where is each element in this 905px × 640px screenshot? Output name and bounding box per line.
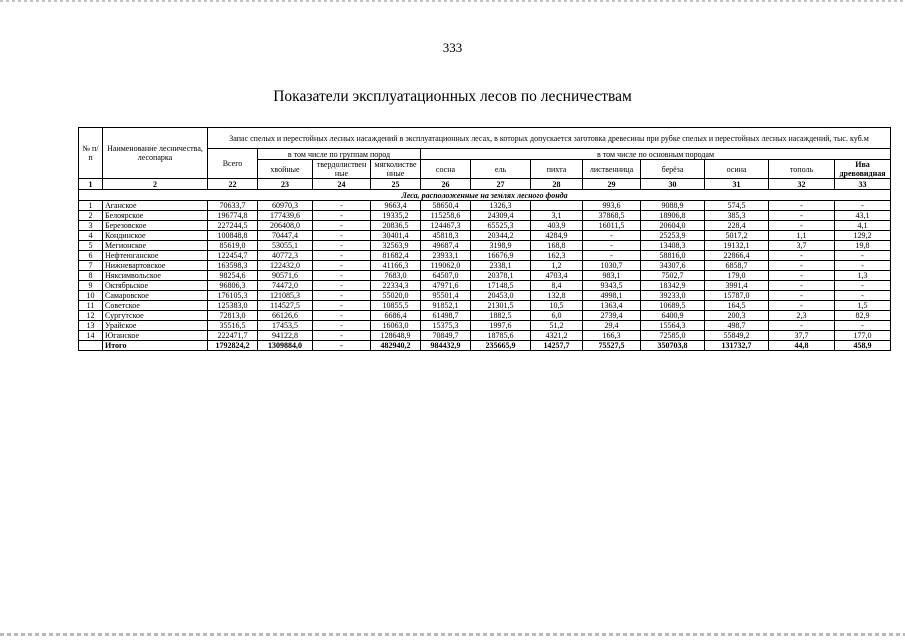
header-pine: сосна [421, 160, 471, 179]
value-cell: - [583, 241, 641, 251]
forestry-name: Березовское [103, 221, 208, 231]
value-cell: 984432,9 [421, 341, 471, 351]
value-cell: 40772,3 [258, 251, 313, 261]
value-cell: 222471,7 [208, 331, 258, 341]
value-cell: - [313, 221, 371, 231]
value-cell: 58650,4 [421, 201, 471, 211]
value-cell: 6686,4 [371, 311, 421, 321]
value-cell: 132,8 [531, 291, 583, 301]
value-cell: 17148,5 [471, 281, 531, 291]
value-cell: 206408,0 [258, 221, 313, 231]
value-cell: 179,0 [705, 271, 769, 281]
value-cell: 18785,6 [471, 331, 531, 341]
value-cell: 100848,8 [208, 231, 258, 241]
header-fir: пихта [531, 160, 583, 179]
column-number: 24 [313, 179, 371, 190]
value-cell: 168,8 [531, 241, 583, 251]
value-cell: 66126,6 [258, 311, 313, 321]
value-cell: 1,3 [835, 271, 891, 281]
header-willow: Ива древовидная [835, 160, 891, 179]
value-cell: 122454,7 [208, 251, 258, 261]
value-cell: 10855,5 [371, 301, 421, 311]
header-poplar: тополь [769, 160, 835, 179]
value-cell: 9088,9 [641, 201, 705, 211]
value-cell: 3,1 [531, 211, 583, 221]
column-number: 28 [531, 179, 583, 190]
value-cell: 19335,2 [371, 211, 421, 221]
value-cell: - [769, 201, 835, 211]
value-cell: 15375,3 [421, 321, 471, 331]
value-cell: 70633,7 [208, 201, 258, 211]
row-number: 10 [79, 291, 103, 301]
value-cell: 1326,3 [471, 201, 531, 211]
value-cell: - [769, 281, 835, 291]
value-cell: - [313, 291, 371, 301]
value-cell: 1309884,0 [258, 341, 313, 351]
column-number: 23 [258, 179, 313, 190]
value-cell: - [313, 271, 371, 281]
value-cell: - [769, 221, 835, 231]
forestry-name: Советское [103, 301, 208, 311]
forestry-name: Мегионское [103, 241, 208, 251]
value-cell: - [835, 291, 891, 301]
page-number: 333 [442, 40, 463, 55]
value-cell: 350703,8 [641, 341, 705, 351]
forestry-name: Нижневартовское [103, 261, 208, 271]
value-cell: 32563,9 [371, 241, 421, 251]
value-cell: 385,3 [705, 211, 769, 221]
value-cell: 30401,4 [371, 231, 421, 241]
value-cell: 3198,9 [471, 241, 531, 251]
value-cell: 482940,2 [371, 341, 421, 351]
header-total: Всего [208, 149, 258, 179]
forestry-name: Самаровское [103, 291, 208, 301]
value-cell: 498,7 [705, 321, 769, 331]
value-cell: 166,3 [583, 331, 641, 341]
value-cell: - [835, 321, 891, 331]
value-cell: 6,0 [531, 311, 583, 321]
table-row [79, 281, 891, 291]
table-row [79, 231, 891, 241]
header-name: Наименование лесничества, лесопарка [103, 128, 208, 179]
value-cell: 20344,2 [471, 231, 531, 241]
document-title: Показатели эксплуатационных лесов по лесничествам [273, 88, 632, 105]
forestry-name: Кондинское [103, 231, 208, 241]
column-number: 29 [583, 179, 641, 190]
forestry-name: Нефтеюганское [103, 251, 208, 261]
value-cell: 200,3 [705, 311, 769, 321]
value-cell: 3991,4 [705, 281, 769, 291]
value-cell: 5017,2 [705, 231, 769, 241]
row-number: 13 [79, 321, 103, 331]
value-cell: - [313, 251, 371, 261]
value-cell: 1,2 [531, 261, 583, 271]
value-cell: 45818,3 [421, 231, 471, 241]
value-cell: 131732,7 [705, 341, 769, 351]
value-cell: 119062,0 [421, 261, 471, 271]
value-cell: 96806,3 [208, 281, 258, 291]
table-row [79, 221, 891, 231]
value-cell: 177439,6 [258, 211, 313, 221]
value-cell: 75527,5 [583, 341, 641, 351]
column-number: 22 [208, 179, 258, 190]
value-cell: 15564,3 [641, 321, 705, 331]
forest-stock-table [78, 127, 891, 351]
value-cell: 227244,5 [208, 221, 258, 231]
value-cell: - [835, 201, 891, 211]
value-cell: 1,1 [769, 231, 835, 241]
value-cell: 1792824,2 [208, 341, 258, 351]
value-cell: 114527,5 [258, 301, 313, 311]
value-cell: 9663,4 [371, 201, 421, 211]
value-cell: 15787,0 [705, 291, 769, 301]
header-softwood: мягколиственные [371, 160, 421, 179]
value-cell: 24309,4 [471, 211, 531, 221]
forestry-name: Урайское [103, 321, 208, 331]
value-cell: 94122,8 [258, 331, 313, 341]
header-aspen: осина [705, 160, 769, 179]
value-cell: 37868,5 [583, 211, 641, 221]
value-cell: 70849,7 [421, 331, 471, 341]
value-cell: 7683,0 [371, 271, 421, 281]
value-cell: 60970,3 [258, 201, 313, 211]
value-cell: - [583, 231, 641, 241]
value-cell: 19,8 [835, 241, 891, 251]
forestry-name: Юганское [103, 331, 208, 341]
value-cell: 55020,0 [371, 291, 421, 301]
table-row [79, 211, 891, 221]
value-cell: - [769, 261, 835, 271]
forestry-name: Белоярское [103, 211, 208, 221]
value-cell: - [583, 251, 641, 261]
value-cell: - [313, 301, 371, 311]
value-cell: 10,5 [531, 301, 583, 311]
value-cell: - [313, 341, 371, 351]
value-cell: 4,1 [835, 221, 891, 231]
value-cell: - [769, 301, 835, 311]
value-cell: 44,8 [769, 341, 835, 351]
value-cell: - [769, 271, 835, 281]
value-cell: 6858,7 [705, 261, 769, 271]
value-cell: 129,2 [835, 231, 891, 241]
value-cell: 196774,8 [208, 211, 258, 221]
header-spruce: ель [471, 160, 531, 179]
value-cell: 403,9 [531, 221, 583, 231]
value-cell: 74472,0 [258, 281, 313, 291]
value-cell: 124467,3 [421, 221, 471, 231]
value-cell: - [769, 321, 835, 331]
header-num: № п/п [79, 128, 103, 179]
value-cell: 164,5 [705, 301, 769, 311]
value-cell: 6400,9 [641, 311, 705, 321]
value-cell: 70447,4 [258, 231, 313, 241]
column-number: 25 [371, 179, 421, 190]
value-cell: 458,9 [835, 341, 891, 351]
value-cell: 37,7 [769, 331, 835, 341]
header-coniferous: хвойные [258, 160, 313, 179]
value-cell: 64507,0 [421, 271, 471, 281]
value-cell: 2739,4 [583, 311, 641, 321]
table-row [79, 201, 891, 211]
value-cell: 49687,4 [421, 241, 471, 251]
value-cell: 25253,9 [641, 231, 705, 241]
value-cell: 17453,5 [258, 321, 313, 331]
value-cell: - [313, 321, 371, 331]
value-cell: 35516,5 [208, 321, 258, 331]
row-number: 7 [79, 261, 103, 271]
value-cell: 16676,9 [471, 251, 531, 261]
value-cell [531, 201, 583, 211]
value-cell: 13408,3 [641, 241, 705, 251]
value-cell: 4998,1 [583, 291, 641, 301]
value-cell: 122432,0 [258, 261, 313, 271]
value-cell: - [313, 231, 371, 241]
total-row [79, 341, 891, 351]
value-cell: - [769, 251, 835, 261]
header-hardwood: твердолиственные [313, 160, 371, 179]
value-cell: 16063,0 [371, 321, 421, 331]
value-cell: 1363,4 [583, 301, 641, 311]
value-cell: 574,5 [705, 201, 769, 211]
row-number: 8 [79, 271, 103, 281]
column-number: 30 [641, 179, 705, 190]
value-cell: 19132,1 [705, 241, 769, 251]
row-number: 6 [79, 251, 103, 261]
column-number: 2 [103, 179, 208, 190]
value-cell: 95501,4 [421, 291, 471, 301]
value-cell: 20378,1 [471, 271, 531, 281]
value-cell: 1882,5 [471, 311, 531, 321]
value-cell: 1997,6 [471, 321, 531, 331]
value-cell: 3,7 [769, 241, 835, 251]
value-cell: 47971,6 [421, 281, 471, 291]
header-stock: Запас спелых и перестойных лесных насаждений в эксплуатационных лесах, в которых допускается заготовка древесины при рубке спелых и перестойных лесных насаждений, тыс. куб.м [208, 128, 891, 149]
column-number-row [79, 179, 891, 190]
header-larch: лиственница [583, 160, 641, 179]
value-cell: 34307,6 [641, 261, 705, 271]
value-cell: 16011,5 [583, 221, 641, 231]
value-cell: 128648,9 [371, 331, 421, 341]
value-cell: 125383,0 [208, 301, 258, 311]
value-cell: 61498,7 [421, 311, 471, 321]
row-number: 14 [79, 331, 103, 341]
value-cell: 41166,3 [371, 261, 421, 271]
forestry-name: Октябрьское [103, 281, 208, 291]
value-cell: 163598,3 [208, 261, 258, 271]
table-row [79, 311, 891, 321]
value-cell: 14257,7 [531, 341, 583, 351]
value-cell: 115258,6 [421, 211, 471, 221]
section-title: Леса, расположенные на землях лесного фонда [79, 190, 891, 201]
value-cell: 72813,0 [208, 311, 258, 321]
value-cell: 82,9 [835, 311, 891, 321]
value-cell: 20604,0 [641, 221, 705, 231]
value-cell: - [769, 211, 835, 221]
forestry-name: Аганское [103, 201, 208, 211]
value-cell: 98254,6 [208, 271, 258, 281]
header-birch: берёза [641, 160, 705, 179]
column-number: 26 [421, 179, 471, 190]
value-cell: 1030,7 [583, 261, 641, 271]
value-cell: 993,6 [583, 201, 641, 211]
table-row [79, 241, 891, 251]
value-cell: 21301,5 [471, 301, 531, 311]
value-cell: - [313, 261, 371, 271]
value-cell: 18906,8 [641, 211, 705, 221]
value-cell: - [835, 261, 891, 271]
value-cell: - [313, 331, 371, 341]
table-row [79, 321, 891, 331]
value-cell: - [313, 281, 371, 291]
value-cell: 983,1 [583, 271, 641, 281]
table-row [79, 251, 891, 261]
header-by-groups: в том числе по группам пород [258, 149, 421, 160]
value-cell: 4284,9 [531, 231, 583, 241]
column-number: 1 [79, 179, 103, 190]
value-cell: 20836,5 [371, 221, 421, 231]
row-number: 5 [79, 241, 103, 251]
forestry-name: Итого [103, 341, 208, 351]
value-cell: 2,3 [769, 311, 835, 321]
section-row [79, 190, 891, 201]
row-number: 4 [79, 231, 103, 241]
row-number: 3 [79, 221, 103, 231]
value-cell: 121085,3 [258, 291, 313, 301]
row-number: 9 [79, 281, 103, 291]
value-cell: - [313, 241, 371, 251]
scan-edge-top [0, 0, 905, 2]
value-cell: 85619,0 [208, 241, 258, 251]
value-cell: 90571,6 [258, 271, 313, 281]
value-cell: 65525,3 [471, 221, 531, 231]
value-cell: 2338,1 [471, 261, 531, 271]
value-cell: 4321,2 [531, 331, 583, 341]
value-cell: 1,5 [835, 301, 891, 311]
value-cell: - [313, 311, 371, 321]
value-cell: 8,4 [531, 281, 583, 291]
value-cell: 22866,4 [705, 251, 769, 261]
value-cell: 91852,1 [421, 301, 471, 311]
value-cell: 9343,5 [583, 281, 641, 291]
header-by-species: в том числе по основным породам [421, 149, 891, 160]
row-number: 1 [79, 201, 103, 211]
column-number: 27 [471, 179, 531, 190]
value-cell: - [835, 251, 891, 261]
value-cell: 23933,1 [421, 251, 471, 261]
value-cell: 55849,2 [705, 331, 769, 341]
value-cell: 7502,7 [641, 271, 705, 281]
value-cell: 176105,3 [208, 291, 258, 301]
column-number: 32 [769, 179, 835, 190]
table-row [79, 301, 891, 311]
forestry-name: Сургутское [103, 311, 208, 321]
table-row [79, 331, 891, 341]
value-cell: - [769, 291, 835, 301]
row-number: 2 [79, 211, 103, 221]
table-row [79, 271, 891, 281]
column-number: 31 [705, 179, 769, 190]
value-cell: 81682,4 [371, 251, 421, 261]
value-cell: - [313, 201, 371, 211]
value-cell: 228,4 [705, 221, 769, 231]
table-row [79, 261, 891, 271]
row-number: 12 [79, 311, 103, 321]
value-cell: 162,3 [531, 251, 583, 261]
value-cell: 18342,9 [641, 281, 705, 291]
value-cell: 39233,0 [641, 291, 705, 301]
value-cell: 58816,0 [641, 251, 705, 261]
value-cell: 20453,0 [471, 291, 531, 301]
value-cell: 177,0 [835, 331, 891, 341]
value-cell: 4703,4 [531, 271, 583, 281]
scan-edge-bottom [0, 633, 905, 636]
value-cell: 29,4 [583, 321, 641, 331]
row-number [79, 341, 103, 351]
value-cell: 10689,5 [641, 301, 705, 311]
value-cell: - [313, 211, 371, 221]
table-row [79, 291, 891, 301]
row-number: 11 [79, 301, 103, 311]
value-cell: 235665,9 [471, 341, 531, 351]
value-cell: 72585,0 [641, 331, 705, 341]
column-number: 33 [835, 179, 891, 190]
forestry-name: Няксимвольское [103, 271, 208, 281]
value-cell: 53055,1 [258, 241, 313, 251]
value-cell: - [835, 281, 891, 291]
value-cell: 43,1 [835, 211, 891, 221]
value-cell: 51,2 [531, 321, 583, 331]
value-cell: 22334,3 [371, 281, 421, 291]
